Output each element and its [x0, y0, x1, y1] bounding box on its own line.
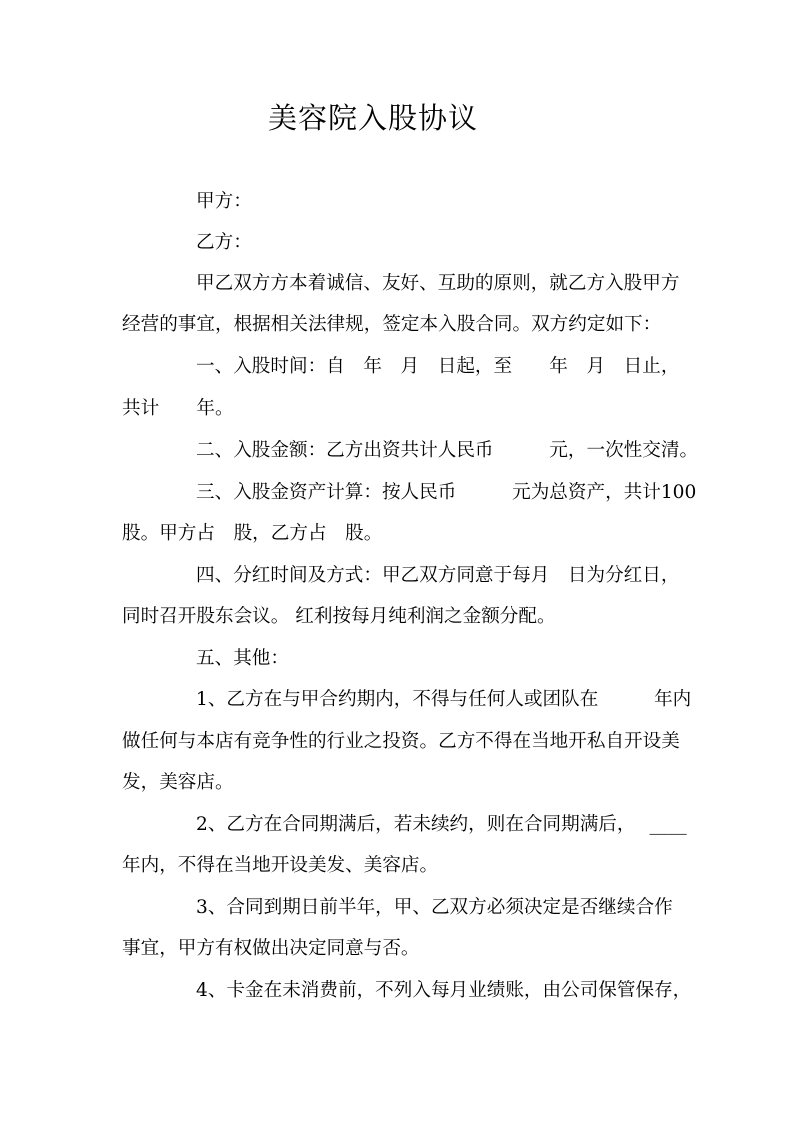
party-a-label: 甲方：	[196, 191, 252, 212]
other-2-line-1-text: 2、乙方在合同期满后，若未续约，则在合同期满后，	[196, 814, 636, 835]
intro-line-1: 甲乙双方方本着诚信、友好、互助的原则，就乙方入股甲方	[196, 273, 680, 294]
other-2-line-1	[196, 813, 687, 837]
other-1-line-3: 发，美容店。	[122, 772, 234, 793]
clause-2-line-1: 二、入股金额：乙方出资共计人民币 元，一次性交清。	[196, 440, 699, 461]
party-b-label: 乙方：	[196, 232, 252, 253]
clause-5-heading: 五、其他：	[196, 648, 289, 669]
other-2-blank: ____	[649, 814, 687, 835]
other-2-line-2: 年内，不得在当地开设美发、美容店。	[122, 855, 439, 876]
clause-4-line-1: 四、分红时间及方式：甲乙双方同意于每月 日为分红日，	[196, 565, 680, 586]
clause-1-line-1: 一、入股时间：自 年 月 日起，至 年 月 日止，	[196, 356, 680, 377]
other-4-line-1: 4、卡金在未消费前，不列入每月业绩账，由公司保管保存，	[196, 980, 692, 1001]
other-3-line-1: 3、合同到期日前半年，甲、乙双方必须决定是否继续合作	[196, 897, 673, 918]
clause-3-line-1: 三、入股金资产计算：按人民币 元为总资产，共计100	[196, 482, 697, 503]
clause-3-line-2: 股。甲方占 股，乙方占 股。	[122, 523, 383, 544]
document-title: 美容院入股协议	[268, 101, 479, 135]
other-3-line-2: 事宜，甲方有权做出决定同意与否。	[122, 938, 420, 959]
intro-line-2: 经营的事宜，根据相关法律规，签定本入股合同。双方约定如下：	[122, 314, 662, 335]
other-1-line-2: 做任何与本店有竞争性的行业之投资。乙方不得在当地开私自开设美	[122, 731, 680, 752]
clause-1-line-2: 共计 年。	[122, 398, 234, 419]
other-1-line-1: 1、乙方在与甲合约期内，不得与任何人或团队在 年内	[196, 689, 692, 710]
clause-4-line-2: 同时召开股东会议。 红利按每月纯利润之金额分配。	[122, 606, 556, 627]
